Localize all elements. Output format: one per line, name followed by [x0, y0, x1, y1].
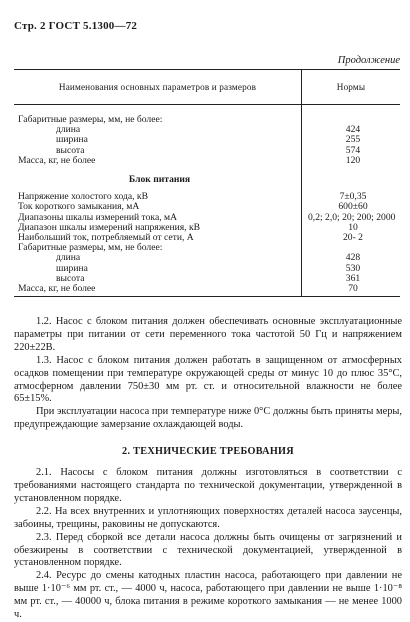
table-section-row — [14, 166, 400, 192]
paragraph-group-1 — [14, 316, 402, 432]
paragraph: 1.2. Насос с блоком питания должен обеспечивать основные эксплуатационные параметры при питании от сети переменного тока частотой 50 Гц и напряжением 220±22В. — [14, 316, 402, 353]
parameter-cell: ширина — [14, 135, 302, 145]
column-header-parameters: Наименования основных параметров и размеров — [14, 70, 302, 105]
parameter-cell: Масса, кг, не более — [14, 284, 302, 297]
parameter-cell: Масса, кг, не более — [14, 156, 302, 166]
paragraph: 1.3. Насос с блоком питания должен работать в защищенном от атмосферных осадков помещении при температуре окружающей среды от минус 10 до плюс 35°С, атмосферном давлении 750±30 мм рт. ст. и относительной влажности не более 65±15%. — [14, 354, 402, 405]
paragraph-group-2 — [14, 467, 402, 622]
parameters-table — [14, 69, 400, 297]
parameter-cell: Диапазоны шкалы измерений тока, мА — [14, 213, 302, 223]
value-cell: 7±0,35 — [339, 191, 367, 203]
value-cell: 424 — [345, 124, 361, 136]
parameter-cell: Габаритные размеры, мм, не более: — [14, 105, 302, 126]
table-row — [14, 284, 400, 297]
parameter-cell: ширина — [14, 264, 302, 274]
value-cell — [302, 105, 401, 126]
table-body — [14, 105, 400, 297]
paragraph: 2.4. Ресурс до смены катодных пластин насоса, работающего при давлении не выше 1·10⁻⁶ мм рт. ст., — 4000 ч, насоса, работающего при давлении не выше 1·10⁻⁸ мм рт. ст., — 40000 ч, блока питания в режиме короткого замыкания — не менее 1000 ч. — [14, 570, 402, 621]
value-cell: 574 — [345, 144, 361, 156]
value-cell: 10 — [348, 221, 358, 233]
value-cell — [302, 166, 401, 192]
paragraph: 2.1. Насосы с блоком питания должны изготовляться в соответствии с требованиями настоящего стандарта по технической документации, утвержденной в установленном порядке. — [14, 467, 402, 504]
value-cell: 20- 2 — [343, 232, 363, 244]
parameter-cell: длина — [14, 125, 302, 135]
parameter-cell: высота — [14, 146, 302, 156]
value-cell: 361 — [345, 272, 361, 284]
paragraph: При эксплуатации насоса при температуре ниже 0°С должны быть приняты меры, предупреждающие замерзание охлаждающей воды. — [14, 406, 402, 431]
value-cell: 120 — [345, 154, 361, 166]
parameter-cell: высота — [14, 274, 302, 284]
paragraph: 2.2. На всех внутренних и уплотняющих поверхностях деталей насоса заусенцы, забоины, трещины, раковины не допускаются. — [14, 505, 402, 530]
page-header: Стр. 2 ГОСТ 5.1300—72 — [14, 20, 138, 32]
document-body — [14, 316, 402, 622]
section-title: 2. ТЕХНИЧЕСКИЕ ТРЕБОВАНИЯ — [122, 446, 294, 458]
parameter-cell: Ток короткого замыкания, мА — [14, 202, 302, 212]
column-header-norms: Нормы — [302, 70, 401, 105]
continuation-label: Продолжение — [337, 55, 400, 66]
parameter-cell: Наибольший ток, потребляемый от сети, А — [14, 233, 302, 243]
table-row — [14, 105, 400, 126]
value-cell: 600±60 — [338, 201, 368, 213]
section-heading-cell: Блок питания — [14, 166, 302, 192]
table-header-row — [14, 70, 400, 105]
table-row — [14, 156, 400, 166]
value-cell: 70 — [302, 284, 401, 297]
parameter-cell: Диапазон шкалы измерений напряжения, кВ — [14, 223, 302, 233]
value-cell: 530 — [345, 262, 361, 274]
parameter-cell: длина — [14, 253, 302, 263]
value-cell: 0,2; 2,0; 20; 200; 2000 — [308, 211, 396, 223]
parameter-cell: Габаритные размеры, мм, не более: — [14, 243, 302, 253]
value-cell: 255 — [345, 134, 361, 146]
value-cell: 428 — [345, 252, 361, 264]
paragraph: 2.3. Перед сборкой все детали насоса должны быть очищены от загрязнений и обезжирены в соответствии с технической документацией, утвержденной в установленном порядке. — [14, 531, 402, 569]
parameter-cell: Напряжение холостого хода, кВ — [14, 192, 302, 202]
